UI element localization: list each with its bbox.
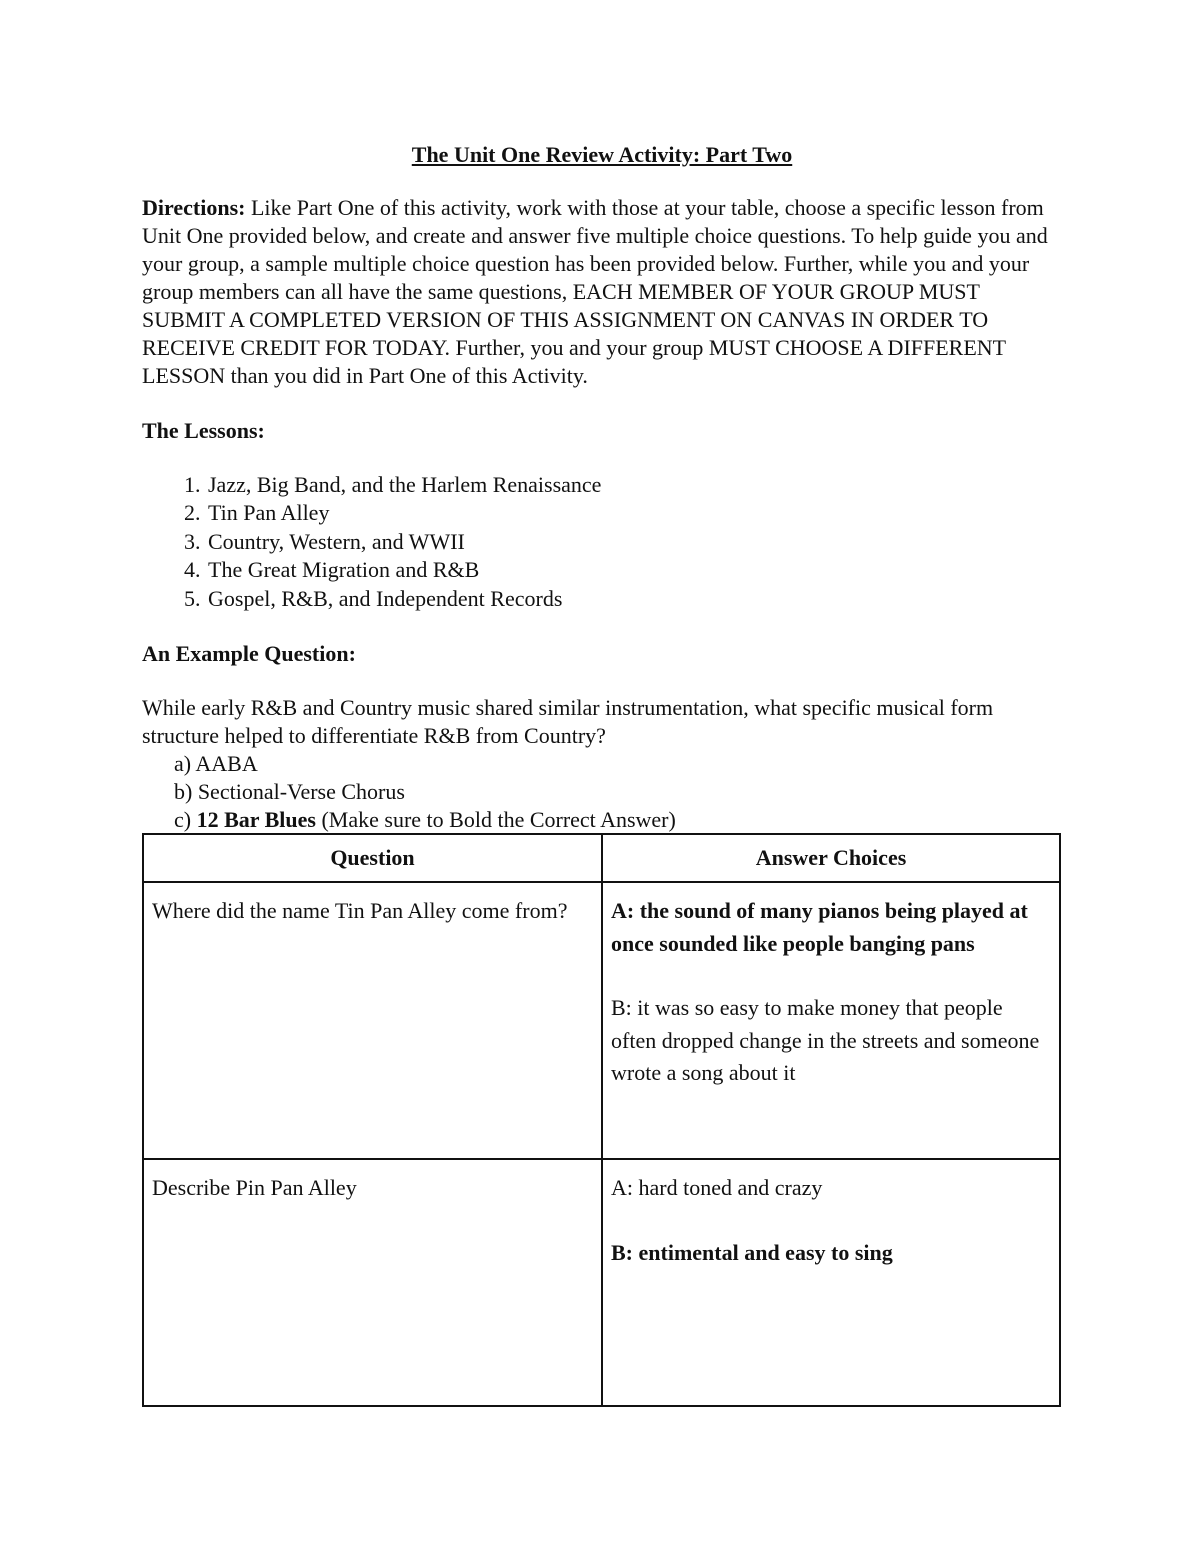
answer-choice-correct: A: the sound of many pianos being played at once sounded like people banging pans — [611, 898, 1028, 956]
choice-c-prefix: c) — [174, 807, 197, 833]
lessons-list — [142, 471, 1062, 613]
lesson-item: 2. Tin Pan Alley — [206, 499, 1062, 527]
answers-cell — [602, 1159, 1060, 1406]
table-header-row — [143, 834, 1060, 882]
directions-label: Directions: — [142, 195, 246, 220]
page-title: The Unit One Review Activity: Part Two — [411, 142, 793, 167]
choice-c-correct-answer: 12 Bar Blues — [196, 807, 316, 833]
example-question: While early R&B and Country music shared similar instrumentation, what specific musical form structure helped to differentiate R&B from Country? — [142, 695, 994, 749]
directions-paragraph — [142, 194, 1062, 390]
header-question: Question — [143, 834, 602, 882]
example-choice-b: b) Sectional-Verse Chorus — [174, 779, 405, 805]
question-answer-table — [142, 833, 1061, 1407]
lesson-item: 4. The Great Migration and R&B — [206, 556, 1062, 584]
answers-cell — [602, 882, 1060, 1159]
example-choice-a: a) AABA — [174, 751, 258, 777]
lesson-item: 5. Gospel, R&B, and Independent Records — [206, 585, 1062, 613]
choice-c-note: (Make sure to Bold the Correct Answer) — [315, 807, 676, 833]
directions-text: Like Part One of this activity, work with those at your table, choose a specific lesson from Unit One provided below, and create and answer five multiple choice questions. To help guide you and your group, a sample multiple choice question has been provided below. Further, while you and your group members can all have the same questions, EACH MEMBER OF YOUR GROUP MUST SUBMIT A COMPLETED VERSION OF THIS ASSIGNMENT ON CANVAS IN ORDER TO RECEIVE CREDIT FOR TODAY. Further, you and your group MUST CHOOSE A DIFFERENT LESSON than you did in Part One of this Activity. — [142, 195, 1048, 388]
answer-choice-correct: B: entimental and easy to sing — [611, 1239, 893, 1265]
lesson-item: 3. Country, Western, and WWII — [206, 528, 1062, 556]
answer-choice: B: it was so easy to make money that people often dropped change in the streets and someone wrote a song about it — [611, 995, 1040, 1085]
question-cell: Describe Pin Pan Alley — [143, 1159, 602, 1406]
lessons-heading: The Lessons: — [142, 418, 265, 443]
question-cell: Where did the name Tin Pan Alley come from? — [143, 882, 602, 1159]
table-row — [143, 1159, 1060, 1406]
table-row — [143, 882, 1060, 1159]
example-heading: An Example Question: — [142, 641, 356, 667]
lesson-item: 1. Jazz, Big Band, and the Harlem Renaissance — [206, 471, 1062, 499]
header-answer-choices: Answer Choices — [602, 834, 1060, 882]
example-choices — [142, 750, 1062, 834]
answer-choice: A: hard toned and crazy — [611, 1175, 823, 1200]
document-page — [142, 140, 1062, 834]
example-choice-c — [174, 806, 1062, 834]
